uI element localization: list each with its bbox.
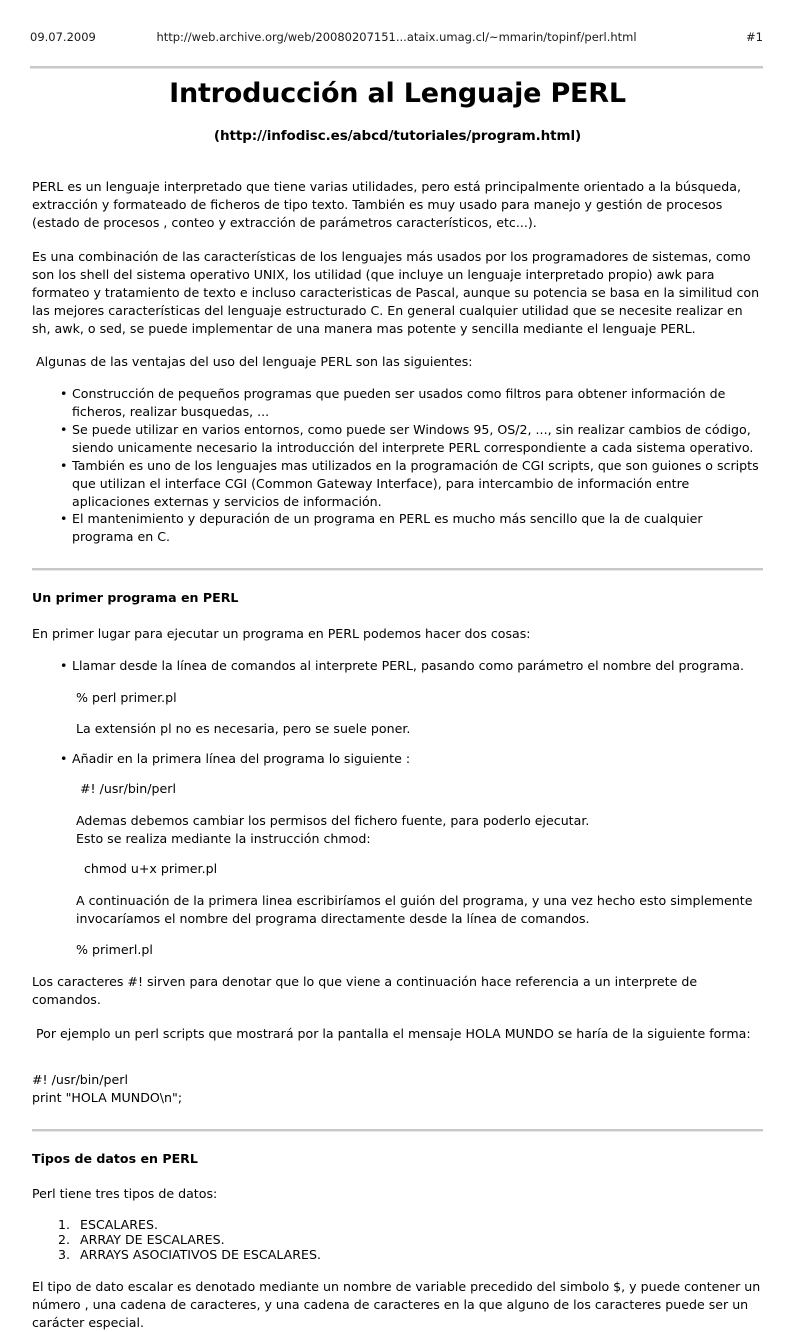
print-header-page-number: #1 <box>746 30 763 44</box>
code-snippet-run-script: % primerl.pl <box>76 942 153 958</box>
section-heading-data-types: Tipos de datos en PERL <box>32 1150 198 1166</box>
list-item: ARRAY DE ESCALARES. <box>80 1232 225 1248</box>
code-snippet-run-perl: % perl primer.pl <box>76 689 177 705</box>
list-item <box>32 657 763 739</box>
step-2-text: Añadir en la primera línea del programa lo siguiente : <box>72 751 411 767</box>
advantages-lead-in: Algunas de las ventajas del uso del lenguaje PERL son las siguientes: <box>32 354 473 370</box>
code-block-hello-world-line-1: #! /usr/bin/perl <box>32 1071 128 1087</box>
step-2-note-line-2: Esto se realiza mediante la instrucción chmod: <box>76 830 371 846</box>
list-item <box>32 750 763 959</box>
advantages-list <box>32 385 763 546</box>
print-header <box>30 30 763 52</box>
step-1-text: Llamar desde la línea de comandos al interprete PERL, pasando como parámetro el nombre del programa. <box>72 657 744 673</box>
list-item: ARRAYS ASOCIATIVOS DE ESCALARES. <box>80 1247 321 1263</box>
section-heading-first-program: Un primer programa en PERL <box>32 590 239 606</box>
data-types-list <box>32 1217 763 1262</box>
step-1-note: La extensión pl no es necesaria, pero se suele poner. <box>76 721 411 737</box>
step-2-note-line-1: Ademas debemos cambiar los permisos del fichero fuente, para poderlo ejecutar. <box>76 813 590 829</box>
page-title: Introducción al Lenguaje PERL <box>169 78 626 109</box>
list-item: • Se puede utilizar en varios entornos, como puede ser Windows 95, OS/2, ..., sin realizar cambios de código, siendo unicamente necesario la introducción del interprete PERL correspondiente a cada sistema operativo. <box>32 421 763 457</box>
list-item: ESCALARES. <box>80 1217 158 1233</box>
page-subtitle-url: (http://infodisc.es/abcd/tutoriales/program.html) <box>213 128 582 145</box>
intro-paragraph-2: Es una combinación de las características de los lenguajes más usados por los programadores de sistemas, como son los shell del sistema operativo UNIX, los utilidad (que incluye un lenguaje interpretado propio) awk para formateo y tratamiento de texto e incluso caracteristicas de Pascal, aunque su potencia se basa en la similitud con las mejores características del lenguaje estructurado C. En general cualquier utilidad que se necesite realizar en sh, awk, o sed, se puede implementar de una manera mas potente y sencilla mediante el lenguaje PERL. <box>32 249 760 336</box>
code-snippet-shebang: #! /usr/bin/perl <box>76 781 176 797</box>
intro-paragraph-1: PERL es un lenguaje interpretado que tiene varias utilidades, pero está principalmente orientado a la búsqueda, extracción y formateado de ficheros de tipo texto. También es muy usado para manejo y gestión de procesos (estado de procesos , conteo y extracción de parámetros característicos, etc...). <box>32 179 742 231</box>
first-program-steps-list <box>32 657 763 960</box>
section-divider-2 <box>32 1129 763 1132</box>
document-body <box>32 78 763 1332</box>
data-types-lead-in: Perl tiene tres tipos de datos: <box>32 1186 218 1202</box>
first-program-lead-in: En primer lugar para ejecutar un programa en PERL podemos hacer dos cosas: <box>32 625 531 641</box>
print-header-url: http://web.archive.org/web/20080207151...ataix.umag.cl/~mmarin/topinf/perl.html <box>156 30 637 44</box>
list-item: • También es uno de los lenguajes mas utilizados en la programación de CGI scripts, que son guiones o scripts que utilizan el interface CGI (Common Gateway Interface), para intercambio de información entre aplicaciones externas y servicios de información. <box>32 457 763 511</box>
step-2-note-2: A continuación de la primera linea escribiríamos el guión del programa, y una vez hecho esto simplemente invocaríamos el nombre del programa directamente desde la línea de comandos. <box>76 892 753 926</box>
shebang-explanation: Los caracteres #! sirven para denotar que lo que viene a continuación hace referencia a un interprete de comandos. <box>32 974 698 1008</box>
hello-world-intro: Por ejemplo un perl scripts que mostrará por la pantalla el mensaje HOLA MUNDO se haría de la siguiente forma: <box>32 1026 751 1042</box>
list-item: • Construcción de pequeños programas que pueden ser usados como filtros para obtener información de ficheros, realizar busquedas, ... <box>32 385 763 421</box>
header-divider <box>30 66 763 69</box>
code-block-hello-world-line-2: print "HOLA MUNDO\n"; <box>32 1089 183 1105</box>
scalar-type-explanation: El tipo de dato escalar es denotado mediante un nombre de variable precedido del simbolo $, y puede contener un número , una cadena de caracteres, y una cadena de caracteres en la que alguno de los caracteres puede ser un carácter especial. <box>32 1279 761 1331</box>
section-divider-1 <box>32 568 763 571</box>
list-item: • El mantenimiento y depuración de un programa en PERL es mucho más sencillo que la de cualquier programa en C. <box>32 510 763 546</box>
code-snippet-chmod: chmod u+x primer.pl <box>76 860 218 876</box>
print-header-date: 09.07.2009 <box>30 30 96 44</box>
